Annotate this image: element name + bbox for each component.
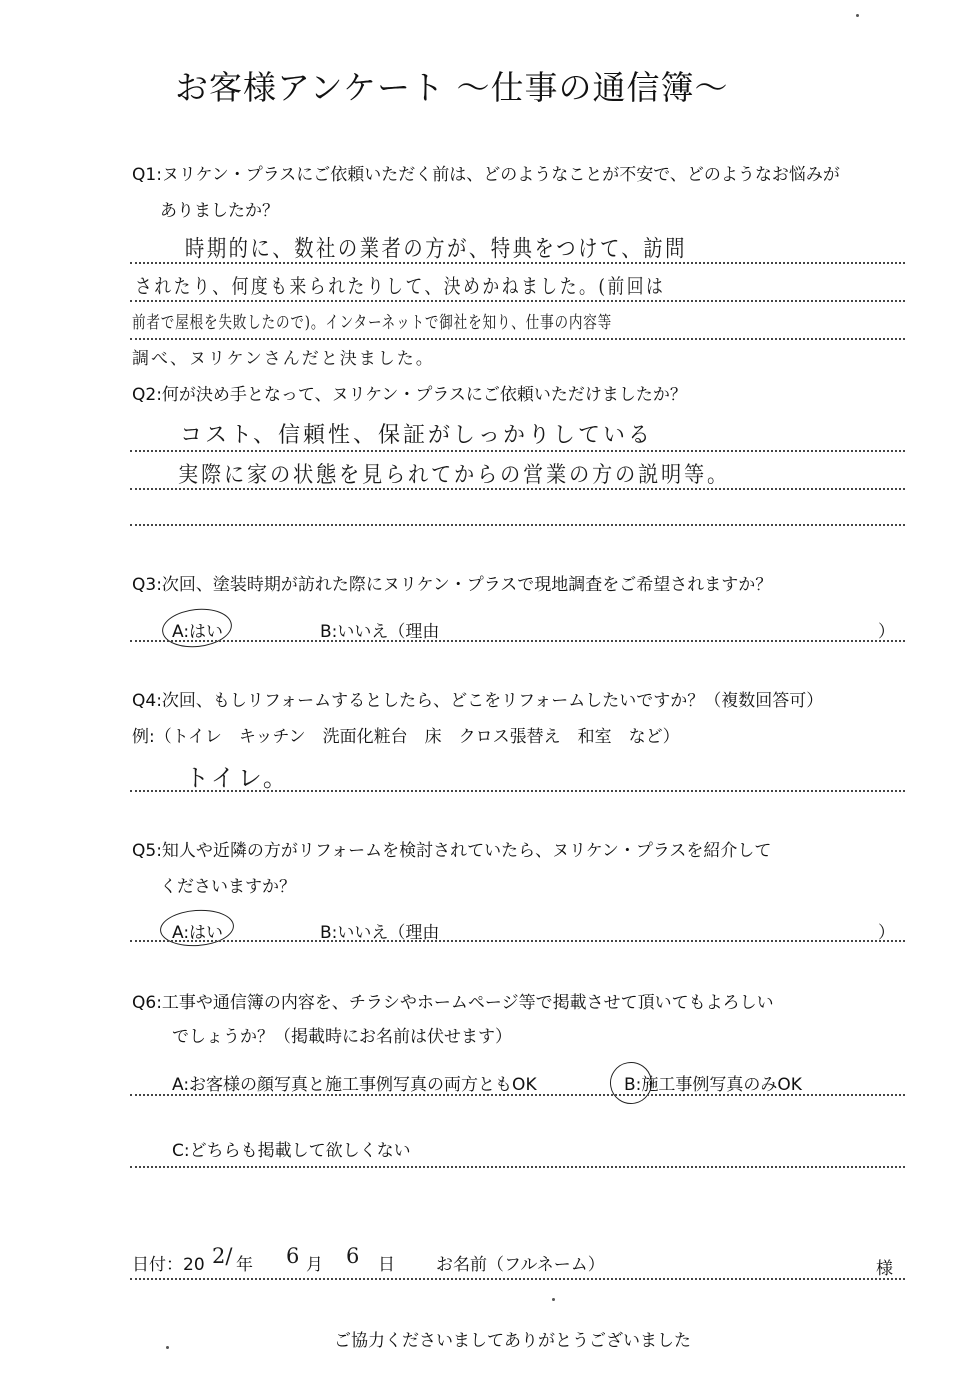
q3-selected-circle xyxy=(160,605,234,650)
q5-close-paren: ） xyxy=(878,923,895,943)
q4-example: 例:（トイレ キッチン 洗面化粧台 床 クロス張替え 和室 など） xyxy=(132,727,680,747)
q6-underline-2 xyxy=(130,1166,905,1168)
date-label: 日付：20 xyxy=(132,1255,205,1275)
q5-underline xyxy=(130,940,905,942)
date-year-value: 2/ xyxy=(212,1244,233,1268)
q1-answer-underline-3 xyxy=(130,338,905,340)
q6-underline-1 xyxy=(130,1094,905,1096)
q6-selected-circle xyxy=(607,1059,656,1108)
q1-answer-line2: されたり、何度も来られたりして、決めかねました。(前回は xyxy=(135,274,666,298)
q6-question-line2: でしょうか？（掲載時にお名前は伏せます） xyxy=(172,1027,512,1047)
q1-question-line1: Q1:ヌリケン・プラスにご依頼いただく前は、どのようなことが不安で、どのようなお悩みが xyxy=(132,165,840,185)
q1-answer-line1: 時期的に、数社の業者の方が、特典をつけて、訪問 xyxy=(185,236,687,262)
date-day-unit: 日 xyxy=(378,1255,395,1275)
scan-speck xyxy=(552,1298,555,1301)
q6-question-line1: Q6:工事や通信簿の内容を、チラシやホームページ等で掲載させて頂いてもよろしい xyxy=(132,993,774,1013)
thanks-message: ご協力くださいましてありがとうございました xyxy=(334,1331,691,1351)
q5-question-line1: Q5:知人や近隣の方がリフォームを検討されていたら、ヌリケン・プラスを紹介して xyxy=(132,841,772,861)
name-label: お名前（フルネーム） xyxy=(436,1255,605,1275)
q5-option-b: B:いいえ（理由 xyxy=(320,923,440,943)
q6-option-b: B:施工事例写真のみOK xyxy=(624,1075,802,1095)
q4-underline xyxy=(130,790,905,792)
q3-underline xyxy=(130,640,905,642)
date-month-value: 6 xyxy=(286,1244,300,1268)
scan-speck xyxy=(856,14,859,17)
q2-answer-line2: 実際に家の状態を見られてからの営業の方の説明等。 xyxy=(178,463,731,488)
q1-question-line2: ありましたか？ xyxy=(160,201,279,221)
q2-answer-underline-1 xyxy=(130,450,905,452)
scan-speck xyxy=(166,1346,169,1349)
q1-answer-underline-1 xyxy=(130,262,905,264)
q6-option-a: A:お客様の顔写真と施工事例写真の両方ともOK xyxy=(172,1075,537,1095)
q5-question-line2: くださいますか？ xyxy=(160,877,296,897)
q2-answer-underline-3 xyxy=(130,524,905,526)
q3-question: Q3:次回、塗装時期が訪れた際にヌリケン・プラスで現地調査をご希望されますか？ xyxy=(132,575,773,595)
q6-option-c: C:どちらも掲載して欲しくない xyxy=(172,1141,411,1161)
date-year-unit: 年 xyxy=(236,1255,253,1275)
q3-close-paren: ） xyxy=(878,622,895,642)
q4-answer: トイレ。 xyxy=(185,764,290,792)
page-title: お客様アンケート ～仕事の通信簿～ xyxy=(175,68,729,107)
date-month-unit: 月 xyxy=(306,1255,323,1275)
q5-option-a: A:はい xyxy=(172,923,224,943)
q4-question: Q4:次回、もしリフォームするとしたら、どこをリフォームしたいですか？（複数回答可） xyxy=(132,691,824,711)
q3-option-b: B:いいえ（理由 xyxy=(320,622,440,642)
q3-option-a: A:はい xyxy=(172,622,224,642)
q5-selected-circle xyxy=(159,907,235,948)
date-day-value: 6 xyxy=(346,1244,360,1268)
q2-answer-line1: コスト、信頼性、保証がしっかりしている xyxy=(180,423,654,448)
footer-underline xyxy=(130,1278,905,1280)
q1-answer-underline-2 xyxy=(130,300,905,302)
honorific: 様 xyxy=(876,1259,893,1279)
q1-answer-line4: 調べ、ヌリケンさんだと決ました。 xyxy=(132,349,435,369)
q1-answer-line3: 前者で屋根を失敗したので)。インターネットで御社を知り、仕事の内容等 xyxy=(132,313,613,333)
q2-answer-underline-2 xyxy=(130,488,905,490)
q2-question: Q2:何が決め手となって、ヌリケン・プラスにご依頼いただけましたか？ xyxy=(132,385,687,405)
